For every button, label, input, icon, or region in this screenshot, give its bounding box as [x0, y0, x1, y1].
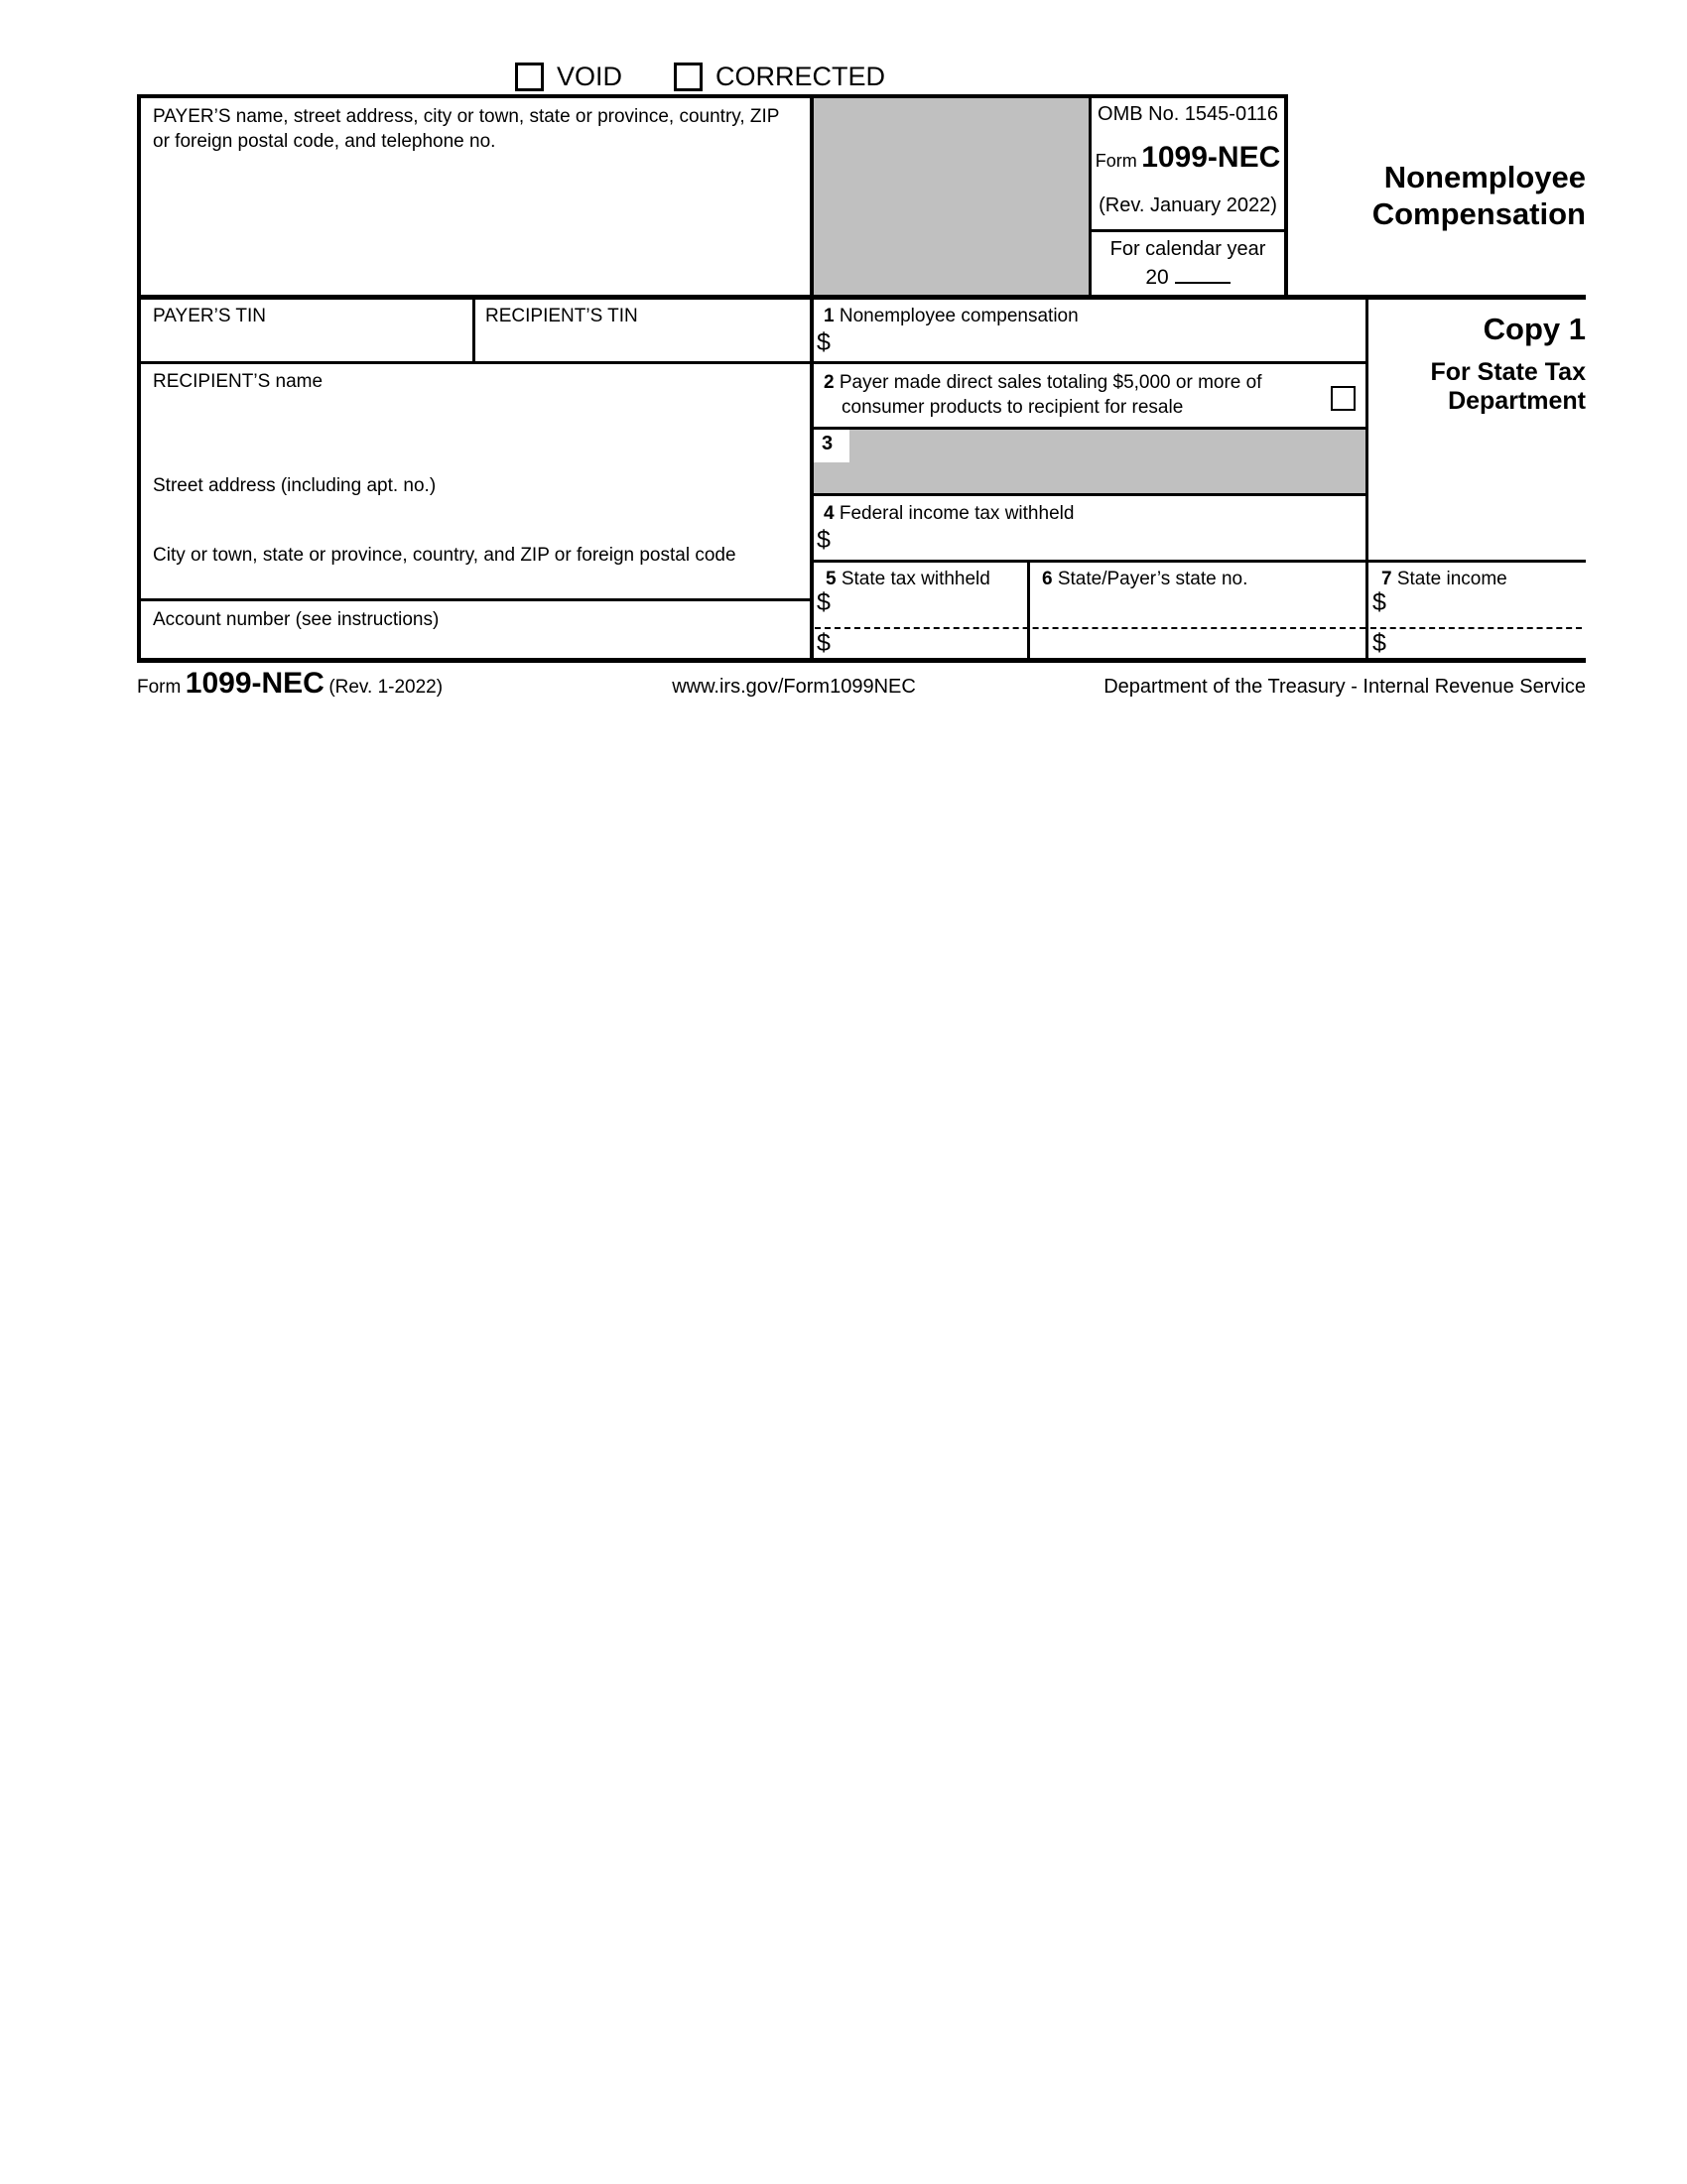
box7-dollar-top: $ — [1372, 588, 1386, 616]
box2-label-line2: consumer products to recipient for resale — [842, 397, 1184, 418]
box7-number: 7 — [1381, 569, 1392, 589]
box7-dollar-bottom: $ — [1372, 629, 1386, 657]
footer-form-id — [137, 667, 443, 701]
box1-amount-field[interactable] — [814, 300, 1365, 361]
payer-tin-field[interactable] — [141, 300, 472, 361]
box5-label-text: State tax withheld — [841, 569, 990, 589]
payer-info-field[interactable] — [141, 98, 810, 295]
calendar-year-label: For calendar year — [1109, 238, 1266, 260]
box5-label — [826, 567, 1027, 591]
box5-dollar-top: $ — [817, 588, 831, 616]
payer-info-label: PAYER’S name, street address, city or town, state or province, country, ZIP or foreign postal code, and telephone no. — [153, 106, 780, 152]
form-revision: (Rev. January 2022) — [1099, 194, 1277, 216]
form-number: 1099-NEC — [1141, 141, 1281, 174]
form-title-line1: Nonemployee — [1383, 160, 1586, 194]
box1-number: 1 — [824, 306, 835, 326]
corrected-label: CORRECTED — [715, 62, 886, 91]
box2-checkbox[interactable] — [1331, 386, 1356, 411]
box4-amount-field[interactable] — [814, 496, 1365, 560]
box5-number: 5 — [826, 569, 837, 589]
box7-label-text: State income — [1396, 569, 1507, 589]
form-word: Form — [1095, 151, 1137, 171]
box2-number: 2 — [824, 372, 835, 393]
recipient-tin-field[interactable] — [475, 300, 810, 361]
shaded-box-top — [812, 96, 1091, 298]
box7-label — [1381, 567, 1586, 591]
omb-number: OMB No. 1545-0116 — [1098, 103, 1278, 125]
box6-state-payer-no[interactable] — [1030, 563, 1365, 658]
box4-number: 4 — [824, 503, 835, 524]
box6-number: 6 — [1042, 569, 1053, 589]
box2-label-line1 — [824, 370, 1365, 395]
recipient-name-label: RECIPIENT’S name — [153, 371, 324, 392]
box3-shaded-area — [812, 429, 1367, 494]
grid-line — [137, 658, 1586, 663]
footer-revision: (Rev. 1-2022) — [328, 677, 444, 698]
street-address-label: Street address (including apt. no.) — [153, 475, 437, 496]
city-state-zip-label: City or town, state or province, country, and ZIP or foreign postal code — [153, 545, 736, 566]
account-number-field[interactable] — [141, 601, 810, 658]
box7-state-income[interactable] — [1368, 563, 1586, 658]
copy-for-line1: For State Tax — [1430, 358, 1586, 386]
box3-number-chip: 3 — [813, 430, 849, 462]
form-title — [1300, 159, 1586, 232]
calendar-year-prefix: 20 — [1145, 266, 1169, 289]
footer-url[interactable]: www.irs.gov/Form1099NEC — [672, 676, 916, 698]
calendar-year-blank[interactable] — [1175, 262, 1231, 284]
void-label: VOID — [557, 62, 623, 91]
footer-form-number: 1099-NEC — [185, 667, 324, 700]
footer-department: Department of the Treasury - Internal Revenue Service — [1103, 676, 1586, 698]
box5-dollar-bottom: $ — [817, 629, 831, 657]
box6-label-text: State/Payer’s state no. — [1057, 569, 1248, 589]
grid-line — [810, 427, 1368, 430]
form-number-block — [1092, 141, 1284, 175]
box5-state-tax[interactable] — [814, 563, 1027, 658]
copy-designation — [1379, 312, 1586, 416]
footer-form-word: Form — [137, 677, 182, 698]
void-checkbox[interactable] — [515, 63, 544, 91]
box4-label — [824, 501, 1365, 526]
box4-label-text: Federal income tax withheld — [839, 503, 1075, 524]
payer-tin-label: PAYER’S TIN — [153, 306, 267, 326]
copy-number: Copy 1 — [1483, 312, 1586, 346]
grid-line — [1089, 229, 1288, 232]
grid-line — [1284, 94, 1288, 299]
recipient-tin-label: RECIPIENT’S TIN — [485, 306, 638, 326]
form-title-line2: Compensation — [1371, 196, 1586, 231]
recipient-name-field[interactable] — [141, 364, 810, 473]
copy-for-line2: Department — [1448, 387, 1586, 415]
city-state-zip-field[interactable] — [141, 543, 810, 598]
street-address-field[interactable] — [141, 473, 810, 541]
account-number-label: Account number (see instructions) — [153, 609, 440, 630]
corrected-checkbox[interactable] — [674, 63, 703, 91]
calendar-year-field[interactable] — [1092, 262, 1284, 290]
box2-label-text1: Payer made direct sales totaling $5,000 or more of — [839, 372, 1262, 393]
box2-direct-sales — [814, 364, 1365, 427]
box1-label — [824, 304, 1365, 328]
box4-dollar-sign: $ — [817, 526, 831, 554]
box6-label — [1042, 567, 1365, 591]
box1-dollar-sign: $ — [817, 328, 831, 356]
box1-label-text: Nonemployee compensation — [839, 306, 1079, 326]
